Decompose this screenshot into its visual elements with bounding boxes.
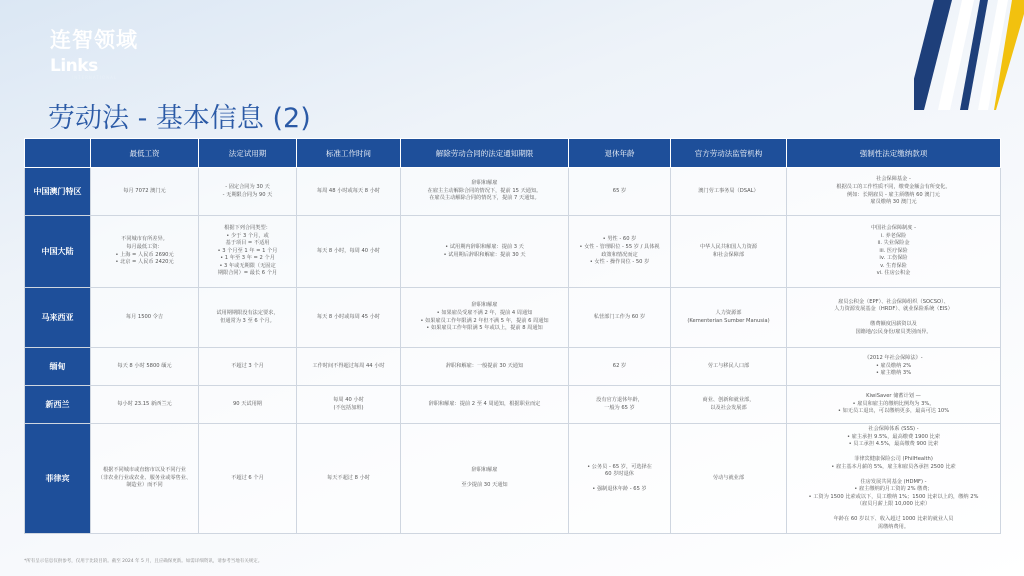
table-cell xyxy=(199,424,297,534)
column-header: 法定试用期 xyxy=(199,139,297,168)
cell-text: • 北京 = 人民币 2420元 xyxy=(115,259,174,266)
cell-text: - 固定合同为 30 天 xyxy=(225,183,270,190)
region-label: 缅甸 xyxy=(25,348,91,386)
table-cell xyxy=(671,348,787,386)
cell-text: 试用期期限没有法定要求， xyxy=(216,309,279,316)
table-cell xyxy=(199,288,297,348)
cell-text: 人力资源发展基金（HRDF）、就业保险系统（EIS） xyxy=(834,306,953,313)
table-cell xyxy=(297,386,401,424)
cell-text: 在雇主主动解除合同的情况下，提前 15 天通知。 xyxy=(427,187,542,194)
region-label: 中国大陆 xyxy=(25,216,91,288)
table-cell xyxy=(401,216,569,288)
cell-text: 以及社会发展部 xyxy=(710,404,747,411)
cell-text: • 雇员和雇主的缴纳比例均为 3%。 xyxy=(852,400,935,407)
table-cell xyxy=(401,288,569,348)
cell-text: 期限合同）= 最长 6 个月 xyxy=(217,270,278,277)
table-cell xyxy=(297,348,401,386)
column-header: 退休年龄 xyxy=(569,139,671,168)
table-cell xyxy=(569,168,671,216)
cell-text: 社会保障体系 (SSS) - xyxy=(868,426,919,432)
table-row xyxy=(25,348,1001,386)
table-cell xyxy=(671,168,787,216)
cell-text: iv. 工伤保险 xyxy=(879,255,908,262)
region-label: 新西兰 xyxy=(25,386,91,424)
cell-text: 每月 7072 澳门元 xyxy=(123,187,166,194)
table-cell xyxy=(569,216,671,288)
table-cell xyxy=(787,288,1001,348)
cell-text: 缴费额度因薪资以及 xyxy=(870,321,917,328)
table-cell xyxy=(787,348,1001,386)
table-cell xyxy=(671,424,787,534)
table-cell xyxy=(199,386,297,424)
cell-text: 中华人民共和国人力资源 xyxy=(699,243,758,250)
cell-text: 菲律宾健康保险公司 (PhilHealth) xyxy=(854,456,933,463)
region-label: 菲律宾 xyxy=(25,424,91,534)
cell-text: 工作时间不得超过每周 44 小时 xyxy=(312,362,385,369)
table-cell xyxy=(787,216,1001,288)
table-cell xyxy=(569,386,671,424)
cell-text: 一般为 65 岁 xyxy=(604,404,635,411)
cell-text: v. 生育保险 xyxy=(880,262,907,269)
cell-text: 不同城市有所差异。 xyxy=(121,236,168,243)
cell-text: • 女性 - 管理职位 - 55 岁 / 具体视 xyxy=(579,243,660,250)
cell-text: 辞职和解雇 xyxy=(471,302,498,309)
cell-text: 雇员公积金（EPF）、社会保障组织（SOCSO）、 xyxy=(838,298,949,305)
brand-subtitle: INTERNATIONAL xyxy=(72,75,118,80)
cell-text: 劳动与就业部 xyxy=(712,474,745,481)
cell-text: • 如果雇员受雇不满 2 年，提前 4 周通知 xyxy=(436,309,533,316)
cell-text: 至少提前 30 天通知 xyxy=(461,482,508,489)
cell-text: 每小时 23.15 新西兰元 xyxy=(117,400,172,407)
cell-text: 住房发展共同基金 (HDMF) - xyxy=(860,478,927,485)
column-header: 强制性法定缴纳款项 xyxy=(787,139,1001,168)
cell-text: 90 天试用期 xyxy=(233,400,262,407)
column-header: 标准工作时间 xyxy=(297,139,401,168)
cell-text: 澳门劳工事务局（DSAL） xyxy=(698,187,759,194)
cell-text: • 雇主基本月薪的 5%，雇主和雇员各承担 2500 比索 xyxy=(831,463,956,470)
cell-text xyxy=(790,471,997,479)
cell-text: 社会保障基金 - xyxy=(876,176,911,183)
cell-text: 国籍地/公民身份/雇员类别而异。 xyxy=(855,328,932,335)
cell-text: 但通常为 3 至 6 个月。 xyxy=(220,317,275,324)
cell-text: (不包括加班) xyxy=(333,404,364,411)
column-header: 官方劳动法监管机构 xyxy=(671,139,787,168)
cell-text: 没有官方退休年龄， xyxy=(596,396,643,403)
table-cell xyxy=(199,348,297,386)
brand-logo xyxy=(50,24,138,80)
table-row xyxy=(25,216,1001,288)
cell-text: • 男性 - 60 岁 xyxy=(602,236,637,243)
cell-text: 年龄在 60 岁以下、收入超过 1000 比索的就业人员 xyxy=(833,516,954,523)
cell-text: • 如无员工退出，可以缴纳更多，最高可达 10% xyxy=(837,408,950,415)
cell-text: 辞职和解雇 xyxy=(471,180,498,187)
table-row xyxy=(25,424,1001,534)
cell-text: 在雇员主动解除合同的情况下，提前 7 天通知。 xyxy=(429,195,540,202)
cell-text: 60 岁时退休 xyxy=(605,471,634,478)
cell-text: 中国社会保障制度 - xyxy=(870,225,917,232)
cell-text: 根据员工的工作性质不同，缴费金额会有所变化。 xyxy=(836,183,951,190)
cell-text: • 3 个月至 1 年 = 1 个月 xyxy=(217,247,278,254)
cell-text: 辞职和解雇 xyxy=(471,467,498,474)
cell-text: 辞职和解雇：一般提前 30 天通知 xyxy=(445,362,524,369)
table-cell xyxy=(671,386,787,424)
cell-text: 辞职和解雇：提前 2 至 4 周通知，根据职业而定 xyxy=(428,400,541,407)
page-title: 劳动法 - 基本信息 (2) xyxy=(48,103,311,134)
table-cell xyxy=(91,216,199,288)
table-cell xyxy=(199,216,297,288)
cell-text: i. 养老保险 xyxy=(880,232,907,239)
cell-text: • 女性 - 操作岗位 - 50 岁 xyxy=(589,259,650,266)
table-cell xyxy=(671,216,787,288)
cell-text: 根据下列合同类型： xyxy=(224,225,271,232)
cell-text: 65 岁 xyxy=(612,187,627,194)
table-cell xyxy=(401,168,569,216)
cell-text: （雇员月薪上限 10,000 比索） xyxy=(856,501,931,508)
region-label: 马来西亚 xyxy=(25,288,91,348)
cell-text: 62 岁 xyxy=(612,362,627,369)
cell-text: • 雇主缴纳的月工资的 2% 缴费； xyxy=(854,486,933,493)
cell-text: iii. 医疗保险 xyxy=(879,247,908,254)
table-cell xyxy=(787,424,1001,534)
cell-text: 每周 40 小时 xyxy=(333,396,364,403)
cell-text: 每天 8 小时，每周 40 小时 xyxy=(316,247,381,254)
cell-text: vi. 住房公积金 xyxy=(876,270,911,277)
table-row xyxy=(25,168,1001,216)
cell-text: • 上海 = 人民币 2690元 xyxy=(115,251,174,258)
cell-text: • 3 年或无期限（无固定 xyxy=(219,262,276,269)
cell-text: • 1 年至 3 年 = 2 个月 xyxy=(220,255,275,262)
cell-text: 雇员缴纳 30 澳门元 xyxy=(870,199,917,206)
region-label: 中国澳门特区 xyxy=(25,168,91,216)
cell-text: • 如果雇员工作年限满 2 年但不满 5 年，提前 6 周通知 xyxy=(420,317,549,324)
column-header: 最低工资 xyxy=(91,139,199,168)
cell-text: - 无期限合同为 90 天 xyxy=(222,191,273,198)
brand-english-name: Links xyxy=(50,56,98,76)
cell-text: • 雇员缴纳 2% xyxy=(875,362,912,369)
table-cell xyxy=(569,288,671,348)
cell-text: 不超过 6 个月 xyxy=(231,474,264,481)
column-header xyxy=(25,139,91,168)
cell-text: 每月 1500 令吉 xyxy=(125,313,164,320)
cell-text: • 工资为 1500 比索或以下，员工缴纳 1%；1500 比索以上的，缴纳 2% xyxy=(808,493,979,500)
cell-text: • 试用期内辞职和解雇：提前 3 天 xyxy=(445,243,524,250)
cell-text: • 公务员 - 65 岁，可选择在 xyxy=(587,463,652,470)
cell-text: 每月最低工资： xyxy=(126,243,163,250)
cell-text: • 少于 3 个月，或 xyxy=(226,232,269,239)
cell-text: 每周 48 小时或每天 8 小时 xyxy=(316,187,381,194)
cell-text: • 员工承担 4.5%，最高缴费 900 比索 xyxy=(848,441,939,448)
cell-text: (Kementerian Sumber Manusia) xyxy=(687,317,770,324)
labor-law-table xyxy=(24,138,1001,534)
footnote: *所有呈示信息仅供参考，仅用于比较目的。截至 2024 年 5 月，且应确保更新。如需详细资讯，请参考当地有关规定。 xyxy=(24,559,263,564)
cell-text: 根据不同城市或直辖市以及不同行业 xyxy=(102,467,186,474)
cell-text: • 雇主承担 9.5%，最高缴费 1900 比索 xyxy=(846,433,941,440)
cell-text: 不超过 3 个月 xyxy=(231,362,264,369)
table-cell xyxy=(569,424,671,534)
table-cell xyxy=(91,348,199,386)
cell-text: 每天 8 小时或每周 45 小时 xyxy=(316,313,381,320)
table-cell xyxy=(401,386,569,424)
table-cell xyxy=(671,288,787,348)
cell-text: • 强制退休年龄 - 65 岁 xyxy=(592,486,647,493)
cell-text: 人力资源部 xyxy=(715,309,742,316)
table-cell xyxy=(401,348,569,386)
cell-text: 和社会保障部 xyxy=(712,251,745,258)
table-cell xyxy=(91,288,199,348)
table-cell xyxy=(569,348,671,386)
table-cell xyxy=(297,168,401,216)
table-cell xyxy=(91,168,199,216)
table-cell xyxy=(787,386,1001,424)
table-row xyxy=(25,386,1001,424)
cell-text: KiwiSaver 储蓄计划 — xyxy=(866,393,921,400)
corner-stripes-decoration xyxy=(914,0,1024,110)
cell-text: 需缴纳费用。 xyxy=(877,523,910,530)
cell-text: ii. 失业保险金 xyxy=(877,240,910,247)
table-cell xyxy=(199,168,297,216)
cell-text: （非农业行业或农业、服务业或零售业、 xyxy=(97,474,192,481)
table-row xyxy=(25,288,1001,348)
cell-text: 制造业）而不同 xyxy=(126,482,163,489)
cell-text: 《2012 年社会保障法》- xyxy=(864,355,923,362)
table-cell xyxy=(91,424,199,534)
table-cell xyxy=(91,386,199,424)
cell-text: 商业、创新和就业部， xyxy=(702,396,755,403)
cell-text: • 如果雇员工作年限满 5 年或以上，提前 8 周通知 xyxy=(426,325,543,332)
table-header-row xyxy=(25,139,1001,168)
cell-text: 基于项目 = 不适用 xyxy=(225,240,270,247)
table-cell xyxy=(297,216,401,288)
cell-text: 例如：长期雇员 - 雇主须缴纳 60 澳门元 xyxy=(847,191,940,198)
cell-text: 每天 8 小时 5800 缅元 xyxy=(117,362,172,369)
cell-text: • 雇主缴纳 3% xyxy=(875,370,912,377)
table-cell xyxy=(787,168,1001,216)
cell-text xyxy=(790,449,997,457)
cell-text: 政策和情况而定 xyxy=(601,251,638,258)
cell-text: • 试用期后辞职和解雇：提前 30 天 xyxy=(443,251,526,258)
table-cell xyxy=(297,288,401,348)
table-cell xyxy=(401,424,569,534)
table-body xyxy=(25,168,1001,534)
table-cell xyxy=(297,424,401,534)
cell-text: 每天不超过 8 小时 xyxy=(327,474,370,481)
brand-chinese-name: 连智领域 xyxy=(50,28,138,52)
cell-text: 劳工与移民人口部 xyxy=(707,362,750,369)
cell-text: 私营部门工作为 60 岁 xyxy=(593,313,646,320)
column-header: 解除劳动合同的法定通知期限 xyxy=(401,139,569,168)
